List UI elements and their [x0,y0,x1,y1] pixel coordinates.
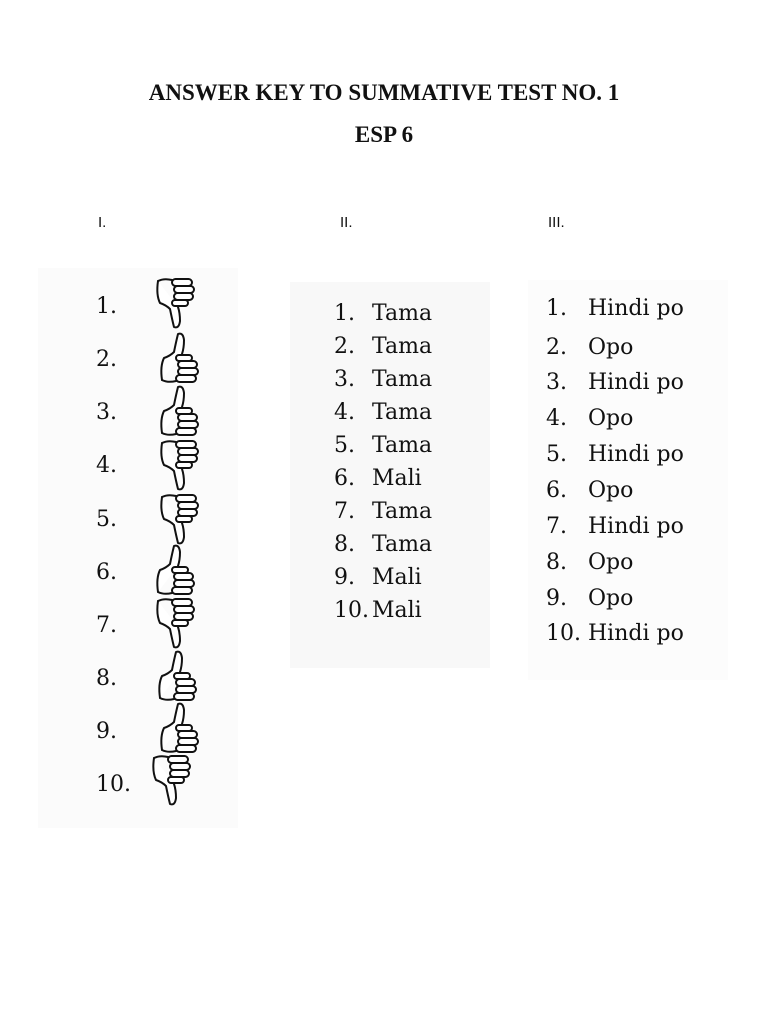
section-1-panel [38,268,238,828]
list-item [334,532,432,557]
item-number: 8. [546,550,567,575]
list-item [96,719,117,744]
item-number: 3. [96,400,117,425]
list-item [334,499,432,524]
list-item [334,400,432,425]
item-number: 5. [334,433,355,458]
item-number: 4. [96,453,117,478]
item-answer: Tama [372,301,433,326]
item-number: 10. [334,598,369,623]
item-answer: Tama [372,400,433,425]
item-answer: Tama [372,499,433,524]
item-answer: Hindi po [588,296,684,321]
page-title: ANSWER KEY TO SUMMATIVE TEST NO. 1 [148,80,620,105]
item-number: 6. [546,478,567,503]
thumbs-up-icon [152,648,202,704]
list-item [334,433,432,458]
list-item [546,586,633,611]
thumbs-up-icon [150,542,200,598]
item-answer: Opo [588,550,634,575]
list-item [546,335,633,360]
item-answer: Opo [588,335,634,360]
item-number: 10. [546,621,581,646]
item-number: 4. [334,400,355,425]
item-answer: Hindi po [588,442,684,467]
list-item [334,598,422,623]
item-number: 4. [546,406,567,431]
item-number: 1. [96,294,117,319]
item-answer: Mali [372,466,422,491]
item-number: 2. [96,347,117,372]
item-number: 8. [334,532,355,557]
list-item [334,334,432,359]
item-number: 1. [546,296,567,321]
section-label-3: III. [548,214,565,231]
thumbs-up-icon [154,700,204,756]
section-label-1: I. [98,214,107,231]
list-item [546,478,633,503]
item-answer: Opo [588,478,634,503]
thumbs-down-icon [150,275,200,331]
list-item [96,560,117,585]
thumbs-up-icon [154,383,204,439]
thumbs-down-icon [154,491,204,547]
item-number: 5. [96,507,117,532]
thumbs-down-icon [150,595,200,651]
item-number: 7. [96,613,117,638]
item-answer: Tama [372,433,433,458]
list-item [546,296,684,321]
list-item [546,621,684,646]
item-answer: Hindi po [588,514,684,539]
item-answer: Mali [372,565,422,590]
item-answer: Tama [372,367,433,392]
list-item [96,294,117,319]
item-number: 6. [334,466,355,491]
item-number: 9. [334,565,355,590]
item-number: 3. [334,367,355,392]
list-item [546,442,684,467]
list-item [96,613,117,638]
item-number: 9. [96,719,117,744]
item-answer: Hindi po [588,621,684,646]
list-item [96,347,117,372]
thumbs-down-icon [154,437,204,493]
list-item [546,370,684,395]
list-item [334,565,422,590]
list-item [96,507,117,532]
item-answer: Opo [588,586,634,611]
list-item [334,466,422,491]
list-item [96,400,117,425]
item-number: 7. [546,514,567,539]
list-item [96,772,131,797]
list-item [546,550,633,575]
item-answer: Opo [588,406,634,431]
item-answer: Mali [372,598,422,623]
section-label-2: II. [340,214,353,231]
item-number: 2. [546,335,567,360]
item-answer: Hindi po [588,370,684,395]
thumbs-down-icon [146,752,196,808]
item-number: 1. [334,301,355,326]
list-item [334,367,432,392]
thumbs-up-icon [154,330,204,386]
item-number: 6. [96,560,117,585]
item-number: 7. [334,499,355,524]
page-subtitle: ESP 6 [354,122,414,147]
item-number: 3. [546,370,567,395]
list-item [546,406,633,431]
item-number: 5. [546,442,567,467]
list-item [546,514,684,539]
item-answer: Tama [372,532,433,557]
list-item [96,453,117,478]
item-number: 2. [334,334,355,359]
list-item [334,301,432,326]
item-number: 9. [546,586,567,611]
item-answer: Tama [372,334,433,359]
list-item [96,666,117,691]
item-number: 10. [96,772,131,797]
item-number: 8. [96,666,117,691]
